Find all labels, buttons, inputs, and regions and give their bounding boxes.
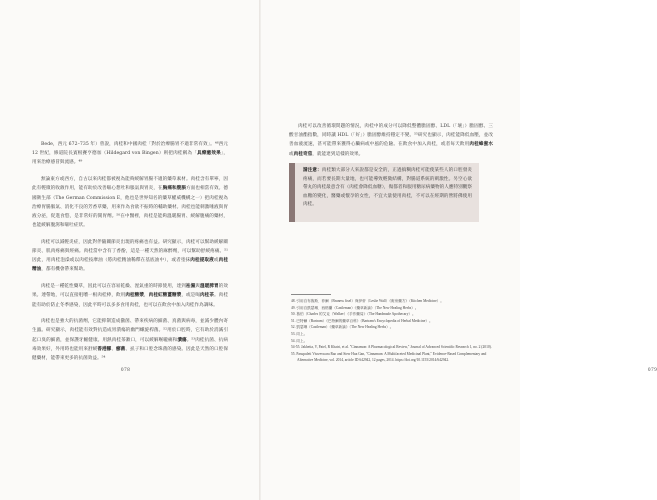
- bold-text: 香港腳: [97, 346, 112, 352]
- bold-text: 肉桂茶: [200, 293, 215, 299]
- footnote: 53. 同上。: [291, 331, 308, 336]
- text-run: 或: [289, 151, 294, 157]
- text-run: 肉桂可以改善循環問題的情況，肉桂中的成分可以降低整體膽固醇、LDL（「壞」）膽固醇、三酸甘油酯指數，同時讓 HDL（「好」）膽固醇維持穩定不變。⁵⁵研究也顯示，肉桂能降低血壓，並改善血液流速，甚可能帶來獲得心臟病或中風的危險。在飲食中加入肉桂，或者每天飲用: [289, 124, 493, 148]
- footnote: 50. 魯伯（Charles 的艾克（Walker）《手作藥局》（The Handmade Apothecary）。: [291, 312, 416, 317]
- caution-box: [289, 163, 479, 222]
- page-number: 078: [121, 368, 131, 373]
- footnote: 55. Pasupuleti Visweswara Rao and Siew Hua Gan, "Cinnamon: A Multifaceted Medicinal Plant," Evidence-Based Complementary and Alternative Medicine, vol. 2014, article ID 642942, 12 pages, 2014. https://doi.org/10.1155/2014/642942.: [291, 351, 487, 363]
- text-run: ，: [144, 293, 149, 299]
- right-page-body: [289, 122, 493, 166]
- text-run: 與: [195, 284, 200, 290]
- paragraph: [32, 282, 228, 310]
- page-number: 079: [648, 368, 657, 373]
- text-run: 」，用來治療感冒與流感。⁴⁹: [32, 151, 228, 166]
- text-run: 、虱子和口腔念珠菌的感染。因此是天然的口腔保健藥材，能帶來更多的抗菌效益。⁵⁴: [32, 346, 228, 362]
- paragraph: [32, 140, 228, 168]
- right-page: [261, 0, 657, 500]
- text-run: 。⁵³肉桂抗菌、抗病毒效果好，外用時也能用來舒緩: [32, 337, 229, 352]
- bold-text: 肉桂提取液: [190, 258, 214, 264]
- text-run: 或: [213, 258, 219, 264]
- bold-text: 肉桂糖漿: [125, 293, 144, 299]
- bold-text: 肉桂精油: [32, 258, 228, 273]
- text-run: 方面也相當有效。德國衛生部（The German Commission E，他也是世界知名的藥草權威機構之一）把肉桂視為治療胃腸脹氣、消化不良的芳香草藥，用來作為食欲不振時的輔助藥材。肉桂也能刺激唾液與胃液分泌，促進食慾，是非常好的開胃劑。⁵⁰在中醫裡，肉桂是能夠溫暖腸胃、緩解腹痛的藥材，也能緩解腹瀉和嘔吐症狀。: [32, 186, 228, 229]
- footnote: 49. 引用自凱瑟琳．西格蘭（Castleman）《藥草新論》（The New Healing Herbs）。: [291, 305, 419, 310]
- bold-text: 潰瘍: [177, 337, 187, 343]
- text-run: 無論東方或西方，自古以來肉桂都被視為能夠緩解胃腸不適的藥草素材。肉桂含有單寧，因此有輕微的收斂作用，能有助於改善嘔心想吐和脹氣與胃炎，在: [32, 177, 228, 192]
- left-page: [0, 0, 259, 500]
- footnote: 51. 巴特爾（Bartram）《巴特爾的藥草百科》（Bartram's Encyclopedia of Herbal Medicine）。: [291, 318, 433, 323]
- paragraph: [289, 122, 493, 159]
- text-run: 肉桂可以減輕炎症，因此對伴隨關節炎出現的疼痛也有益。研究顯示，肉桂可以幫助緩解關節炎、肌肉疼痛與經痛。肉桂當中含有丁香酚，這是一種天然的麻醉劑，可以幫助舒緩疼痛。⁵¹因此，用肉桂泡澡或以肉桂按摩油（將肉桂精油稀釋在基底油中），或者塗抹: [32, 239, 228, 264]
- bold-text: 祛濕: [185, 284, 196, 290]
- paragraph: [32, 317, 228, 363]
- left-page-body: [32, 140, 228, 371]
- paragraph: [32, 175, 228, 230]
- footnotes: [291, 298, 495, 364]
- text-run: ，或是喝: [181, 293, 201, 299]
- text-run: Bede，西元 672–735 年）曾說，肉桂和中國肉桂「對於治療腸胃不適非常有效」。⁴⁸西元 12 世紀，修道院長賓根賽亨德加（Hildegard von Bingen）則把肉桂稱為「: [32, 142, 228, 157]
- footnote-divider: [291, 294, 331, 295]
- text-run: 肉桂也是強大的抗菌劑，它能抑制造成黴菌、帶來疾病的細菌、真菌與病毒，並減少體內寄生蟲。研究顯示，肉桂能有效對抗造成胃潰瘍的幽門螺旋桿菌。⁵²用於口腔時，它有助於消滅引起口臭的細菌，並保護牙齦健康。用熱肉桂茶漱口，可以緩解喉嚨痛和: [32, 319, 228, 343]
- footnote: 52. 凱瑟琳（Castleman）《藥草新論》（The New Healing Herbs）。: [291, 325, 394, 330]
- caution-heading: 請注意：: [303, 168, 322, 173]
- text-run: 。肉桂能有助於防止冬季感染，因此平時可以多多食用肉桂，也可以在飲食中加入肉桂作為調味。: [32, 293, 228, 308]
- bold-text: 溫暖脾胃: [199, 284, 219, 290]
- bold-text: 肉桂奇茄: [293, 151, 313, 157]
- text-run: ，就能達到這樣的效果。: [312, 151, 364, 157]
- footnote: 48. 引用自布魯斯．菲爾（Bruness fixel）與伊蒂（Leslie Wall）《廚房藥方》（Kitchen Medicine）。: [291, 299, 444, 303]
- bold-text: 癬菌: [116, 346, 126, 352]
- bold-text: 肉桂紅糖薑糖漿: [148, 293, 182, 299]
- bold-text: 胸痛和腹脹: [162, 186, 187, 192]
- text-run: ，都有機會帶來幫助。: [41, 267, 88, 273]
- text-run: 的效果。連帶地，可以直接咀嚼一根肉桂棒，飲用: [32, 284, 228, 299]
- text-run: 肉桂是一種乾性藥草，因此可以在容易乾燥、溼氣重的時節使用，達到: [41, 284, 186, 290]
- footnote: 54-55. Jakhetia, V, Patel, R Khatri, et al. "Cinnamon: A Pharmacological Review," Journal of Advanced Scientific Research 1, no. 2 (2010).: [291, 345, 492, 350]
- bold-text: 肉桂蜂蜜水: [469, 142, 493, 148]
- bold-text: 具療癒效果: [197, 151, 221, 157]
- footnote: 54. 同上。: [291, 338, 308, 343]
- text-run: 、: [111, 346, 117, 352]
- paragraph: [32, 238, 228, 275]
- caution-text: 肉桂類大部分人來說都是安全的，正過搞糊肉桂可能使某些人的口腔發炎疼痛，而若要長期大量地，也可能導致輕微結構，對腸道系統的刺激性。另空心欲帶丸的肉桂最意含有（肉桂會降低血糖），傷都者和服用糖尿病藥物的人應特別觀察血糖的變化，醫藥或懷孕的女性，不宜大量使用肉桂，不可以在經期的營將佛使用肉桂。: [303, 168, 472, 208]
